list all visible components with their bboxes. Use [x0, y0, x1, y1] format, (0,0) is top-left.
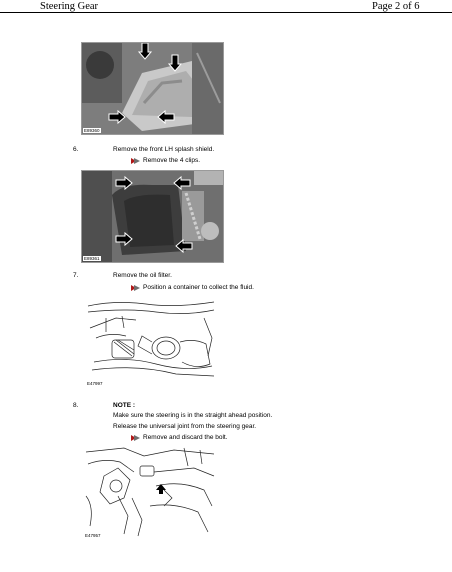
step-8-text: Release the universal joint from the steering gear. [113, 423, 257, 430]
red-arrow-bullet-icon [130, 157, 141, 165]
red-arrow-bullet-icon [130, 284, 141, 292]
step-8-substep: Remove and discard the bolt. [143, 434, 228, 441]
figure-label: E89361 [84, 256, 100, 261]
document-title: Steering Gear [40, 1, 99, 12]
figure-undershield-clips [81, 42, 224, 135]
step-7-text: Remove the oil filter. [113, 272, 172, 279]
step-7-substep: Position a container to collect the fluid. [143, 284, 254, 291]
note-text: Make sure the steering is in the straight ahead position. [113, 412, 273, 419]
figure-undershield-illustration [82, 43, 223, 134]
figure-label: E47997 [87, 381, 103, 386]
red-arrow-bullet-icon [130, 434, 141, 442]
figure-universal-joint [84, 446, 218, 538]
figure-label: E89360 [84, 128, 100, 133]
step-6-substep: Remove the 4 clips. [143, 157, 201, 164]
step-8-number: 8. [73, 402, 79, 409]
figure-universal-joint-illustration [84, 446, 218, 538]
figure-oil-filter [86, 298, 216, 386]
note-heading: NOTE : [113, 402, 136, 409]
page-number: Page 2 of 6 [372, 1, 420, 12]
header-divider [0, 12, 452, 13]
step-6-number: 6. [73, 146, 79, 153]
figure-splash-shield-clips [81, 170, 224, 263]
figure-oil-filter-illustration [86, 298, 216, 386]
figure-label: E47957 [85, 533, 101, 538]
callout-arrow-icon [156, 484, 166, 494]
step-6-text: Remove the front LH splash shield. [113, 146, 215, 153]
step-7-number: 7. [73, 272, 79, 279]
figure-splash-shield-illustration [82, 171, 223, 262]
